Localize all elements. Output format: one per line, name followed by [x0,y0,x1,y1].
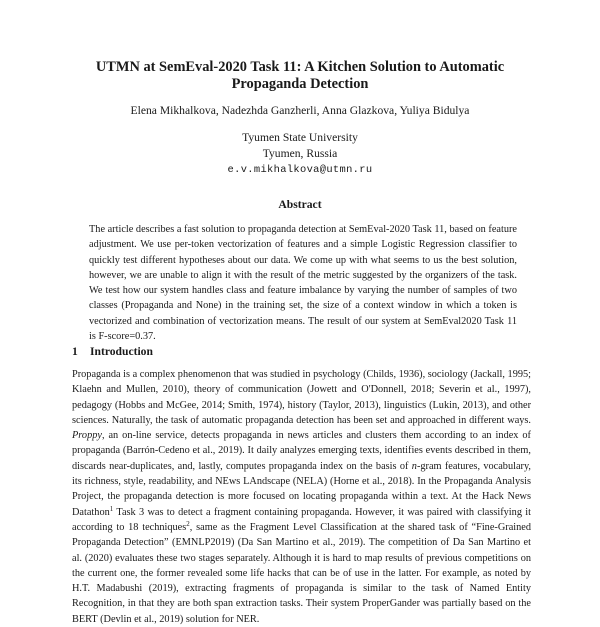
institution: Tyumen State University [242,131,358,144]
author-list: Elena Mikhalkova, Nadezhda Ganzherli, Anna Glazkova, Yuliya Bidulya [130,104,470,117]
proppy-term: Proppy [72,430,102,442]
author-email[interactable]: e.v.mikhalkova@utmn.ru [227,164,373,176]
abstract-heading: Abstract [278,198,322,211]
introduction-body [72,367,531,627]
intro-text-e: , same as the Fragment Level Classification at the shared task of “Fine-Grained Propaganda Detection” (EMNLP2019) (Da San Martino et al., 2019). The competition of Da San Martino et al. (2020) evaluates these two stages separately. Although it is hard to map results of previous competitions on the current one, the former revealed some life hacks that can be of use in the latter. For example, as noted by H.T. Madabushi (2019), extracting fragments of propaganda is similar to the task of Named Entity Recognition, in that they are both span extraction tasks. Their system ProperGander was partially based on the BERT (Devlin et al., 2019) solution for NER. [72,521,531,625]
intro-text-a: Propaganda is a complex phenomenon that was studied in psychology (Childs, 1936), sociology (Jackall, 1995; Klaehn and Mullen, 2010), theory of communication (Jowett and O'Donnell, 2018; Severin et al., 1997), pedagogy (Hobbs and McGee, 2014; Smith, 1974), history (Taylor, 2013), linguistics (Lukin, 2013), and other sciences. Naturally, the task of automatic propaganda detection has been set and approached in different ways. [72,369,531,426]
section-heading [72,345,153,358]
intro-text-d: Task 3 was to detect a fragment containing propaganda. However, it was paired with classifying it according to 18 techniques [72,506,532,533]
title-line-2: Propaganda Detection [231,76,369,92]
city: Tyumen, Russia [262,147,338,160]
footnote-marker-1[interactable]: 1 [109,504,114,513]
title-line-1: UTMN at SemEval-2020 Task 11: A Kitchen Solution to Automatic [95,59,505,75]
n-gram-variable: n [411,460,417,472]
intro-text-b: , an on-line service, detects propaganda in news articles and clusters them according to an index of propaganda (Barrón-Cedeno et al., 2019). It daily analyzes emerging texts, identifies events described in them, discards near-duplicates, and, lastly, computes propaganda index on the basis of [72,430,531,472]
intro-paragraph [72,367,531,627]
paper-title [60,59,540,93]
intro-text-c: -gram features, vocabulary, its richness, style, readability, and NEws LAndscape (NELA) (Horne et al., 2018). In the Propaganda Analysis Project, the propaganda detection is more focused on locating propaganda within a text. At the Hack News Datathon [72,460,532,518]
affiliation [100,130,500,178]
section-title: Introduction [90,345,153,358]
footnote-marker-2[interactable]: 2 [186,519,190,528]
section-number: 1 [72,345,78,358]
abstract-text: The article describes a fast solution to propaganda detection at SemEval-2020 Task 11, based on feature adjustment. We use per-token vectorization of features and a simple Logistic Regression classifier to quickly test different hypotheses about our data. We come up with what seems to us the best solution, however, we are unable to align it with the result of the metric suggested by the organizers of the task. We test how our system handles class and feature imbalance by varying the number of samples of two classes (Propaganda and None) in the training set, the size of a context window in which a token is vectorized and combination of vectorization means. The result of our system at SemEval2020 Task 11 is F-score=0.37. [89,224,517,343]
